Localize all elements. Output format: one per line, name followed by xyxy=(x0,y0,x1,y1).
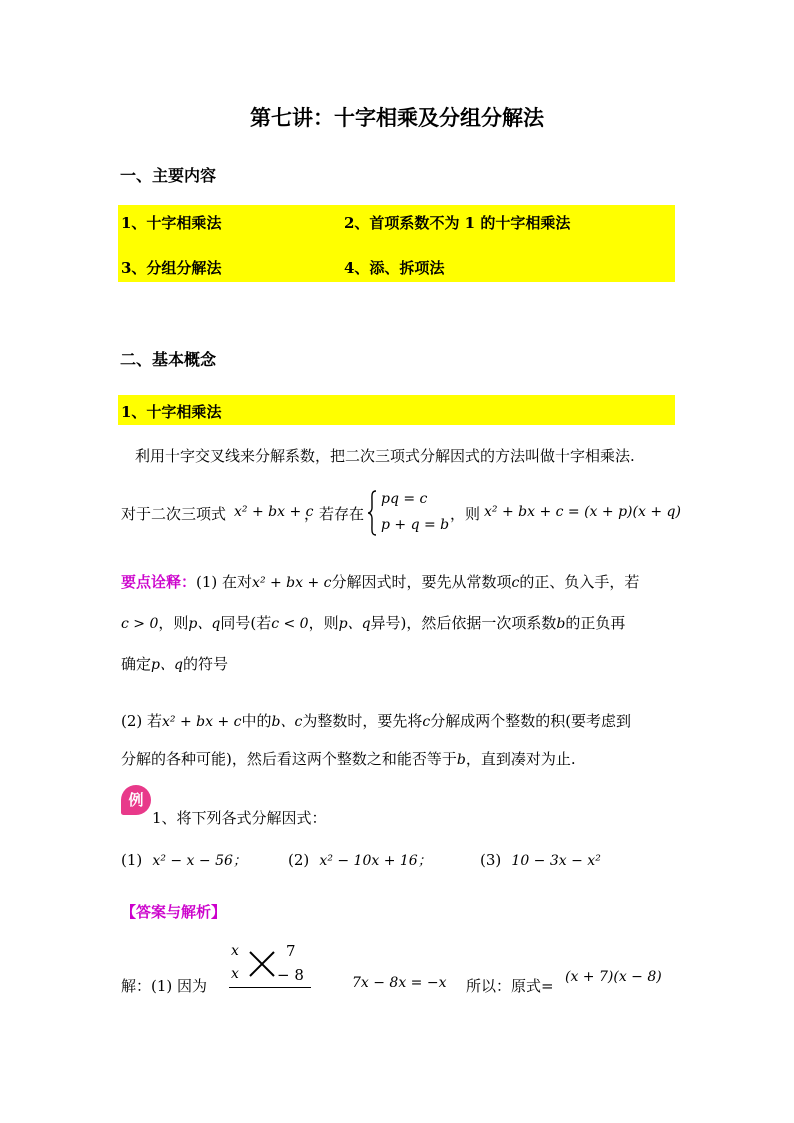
system-brace-icon xyxy=(367,490,377,536)
content-item-2: 2、首项系数不为 1 的十字相乘法 xyxy=(344,214,571,232)
cross-top-right: 7 xyxy=(286,942,296,960)
page-title: 第七讲：十字相乘及分组分解法 xyxy=(250,105,544,130)
content-item-1: 1、十字相乘法 xyxy=(121,214,222,232)
keypoints-line-3: 确定p、q的符号 xyxy=(121,655,228,673)
example-part-2: (2) x² − 10x + 16； xyxy=(288,851,432,869)
section-heading-main-content: 一、主要内容 xyxy=(120,166,217,185)
cross-divider xyxy=(229,987,311,988)
definition-text: 利用十字交叉线来分解系数，把二次三项式分解因式的方法叫做十字相乘法. xyxy=(135,447,635,465)
condition-expression: x² + bx + c xyxy=(234,504,314,520)
cross-check: 7x − 8x = −x xyxy=(352,975,447,991)
content-item-4: 4、添、拆项法 xyxy=(344,259,445,277)
system-equation-2: p + q = b xyxy=(381,517,450,533)
section-heading-basic-concepts: 二、基本概念 xyxy=(120,350,217,369)
cross-bottom-left: x xyxy=(231,966,239,982)
subsection-cross-multiplication: 1、十字相乘法 xyxy=(121,403,222,421)
keypoints-label: 要点诠释： xyxy=(121,573,197,591)
answer-label: 【答案与解析】 xyxy=(121,903,227,921)
cross-top-left: x xyxy=(231,943,239,959)
system-equation-1: pq = c xyxy=(381,491,428,507)
result-expression: (x + 7)(x − 8) xyxy=(565,969,662,985)
condition-then: ，则 xyxy=(450,505,481,523)
example-badge: 例 xyxy=(121,785,151,815)
keypoints-line-1: 要点诠释：(1) 在对x² + bx + c分解因式时，要先从常数项c的正、负入手，若 xyxy=(121,573,640,591)
example-prompt: 1、将下列各式分解因式： xyxy=(152,809,327,827)
condition-result: x² + bx + c = (x + p)(x + q) xyxy=(484,504,681,520)
solution-intro: 解：(1) 因为 xyxy=(121,977,208,995)
keypoints-line-5: 分解的各种可能)，然后看这两个整数之和能否等于b，直到凑对为止. xyxy=(121,750,576,768)
example-part-1: (1) x² − x − 56； xyxy=(121,851,247,869)
keypoints-line-2: c > 0，则p、q同号(若c < 0，则p、q异号)，然后依据一次项系数b的正负再 xyxy=(121,614,626,632)
example-part-3: (3) 10 − 3x − x² xyxy=(480,851,601,869)
keypoints-line-4: (2) 若x² + bx + c中的b、c为整数时，要先将c分解成两个整数的积(要考虑到 xyxy=(121,712,632,730)
condition-pre: 对于二次三项式 xyxy=(121,505,227,523)
condition-mid: ，若存在 xyxy=(304,505,365,523)
content-item-3: 3、分组分解法 xyxy=(121,259,222,277)
result-label: 所以：原式= xyxy=(466,977,554,995)
cross-lines-icon xyxy=(248,950,276,978)
cross-bottom-right: − 8 xyxy=(277,966,304,984)
